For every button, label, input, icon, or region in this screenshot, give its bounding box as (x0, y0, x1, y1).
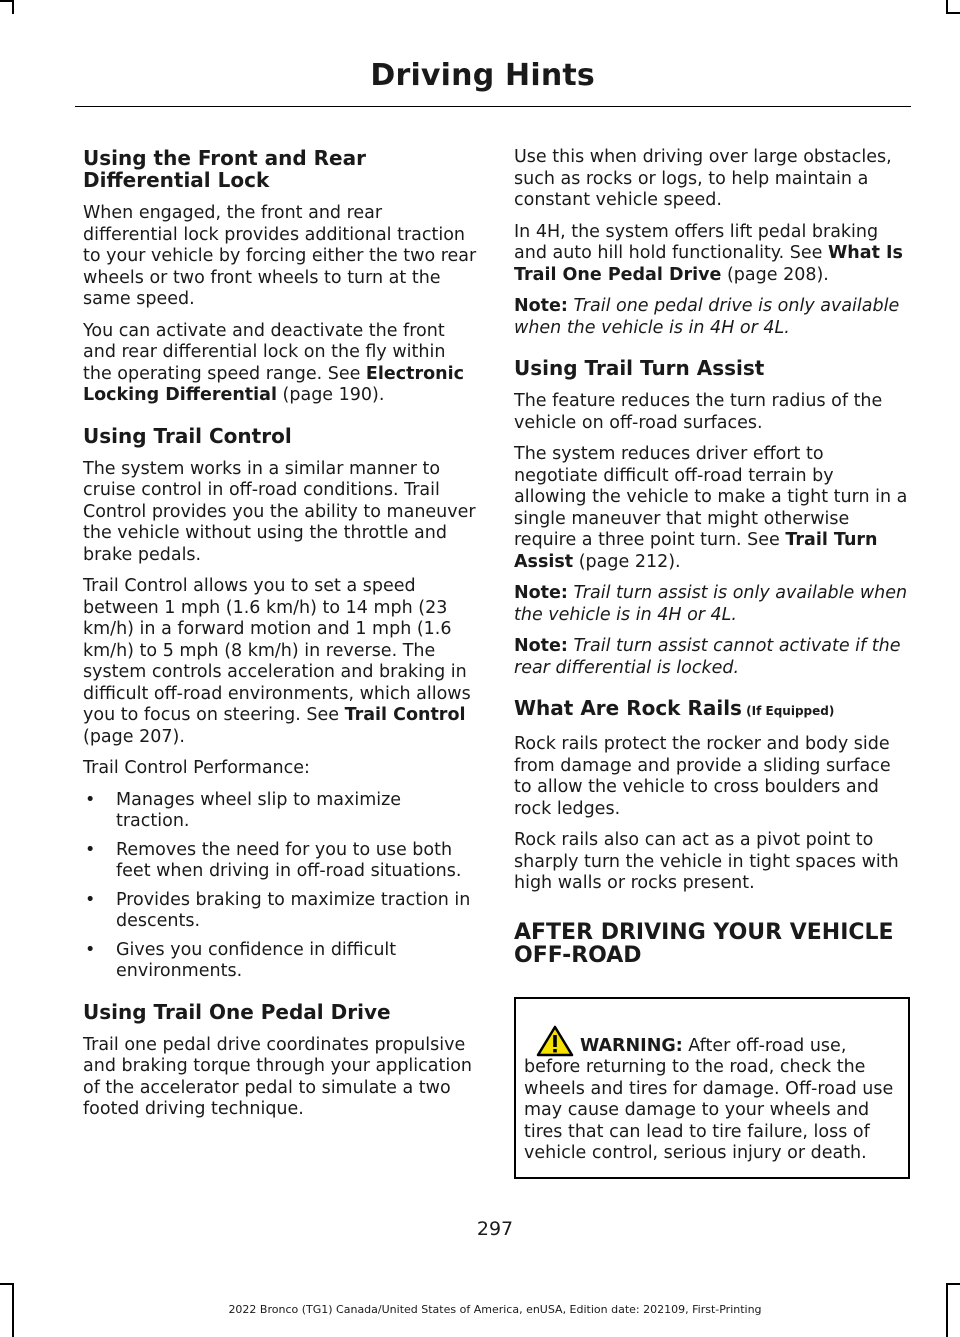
paragraph: Trail Control Performance: (83, 758, 310, 778)
note: Note: Trail turn assist cannot activate if the rear differential is locked. (514, 636, 901, 678)
section-heading-after-driving: AFTER DRIVING YOUR VEHICLE OFF-ROAD (514, 919, 894, 968)
page-number: 297 (476, 1218, 514, 1240)
note: Note: Trail turn assist is only available when the vehicle is in 4H or 4L. (514, 583, 908, 625)
section-heading-trail-one-pedal: Using Trail One Pedal Drive (83, 999, 391, 1024)
header-divider (75, 106, 911, 107)
crop-mark-bottom-left (0, 1283, 14, 1285)
equipment-qualifier: (If Equipped) (741, 704, 835, 718)
performance-list (83, 790, 477, 983)
section-heading-rock-rails: What Are Rock Rails (If Equipped) (514, 696, 835, 720)
list-item: • Gives you confidence in difficult environments. (83, 940, 477, 983)
right-column (514, 147, 910, 1179)
paragraph: Trail one pedal drive coordinates propulsive and braking torque through your application of the accelerator pedal to simulate a two footed driving technique. (83, 1034, 473, 1119)
crop-mark-top-right (946, 12, 960, 14)
paragraph: Trail Control allows you to set a speed between 1 mph (1.6 km/h) to 14 mph (23 km/h) in a forward motion and 1 mph (1.6 km/h) to 5 mph (8 km/h) in reverse. The system controls acceleration and braking in difficult off-road environments, which allows you to focus on steering. See Trail Control (page 207). (83, 576, 471, 747)
paragraph: Rock rails also can act as a pivot point to sharply turn the vehicle in tight spaces with high walls or rocks present. (514, 830, 899, 893)
paragraph: The system works in a similar manner to cruise control in off-road conditions. Trail Control provides you the ability to maneuver the vehicle without using the throttle and brake pedals. (83, 458, 476, 565)
paragraph: Rock rails protect the rocker and body side from damage and provide a sliding surface to allow the vehicle to cross boulders and rock ledges. (514, 734, 891, 819)
section-heading-trail-turn-assist: Using Trail Turn Assist (514, 356, 765, 380)
section-heading-trail-control: Using Trail Control (83, 423, 292, 448)
cross-reference-link[interactable]: What Is Trail One Pedal Drive (514, 243, 903, 285)
warning-triangle-icon (536, 1025, 574, 1057)
warning-text: After off-road use, before returning to the road, check the wheels and tires for damage. Off-road use may cause damage to your wheels and tires that can lead to tire failure, loss of vehicle control, serious injury or death. (524, 1035, 894, 1163)
left-column (83, 147, 477, 1131)
section-heading-differential-lock: Using the Front and Rear Differential Lock (83, 146, 366, 192)
paragraph: Use this when driving over large obstacles, such as rocks or logs, to help maintain a constant vehicle speed. (514, 147, 892, 210)
list-item: • Manages wheel slip to maximize traction. (83, 790, 477, 833)
crop-mark-top-left (12, 0, 14, 14)
paragraph: The feature reduces the turn radius of the vehicle on off-road surfaces. (514, 391, 883, 433)
warning-box (514, 997, 910, 1179)
warning-label: WARNING: (580, 1035, 683, 1056)
note: Note: Trail one pedal drive is only available when the vehicle is in 4H or 4L. (514, 296, 900, 338)
paragraph: In 4H, the system offers lift pedal braking and auto hill hold functionality. See What Is Trail One Pedal Drive (page 208). (514, 221, 903, 285)
paragraph: The system reduces driver effort to negotiate difficult off-road terrain by allowing the vehicle to make a tight turn in a single maneuver that might otherwise require a three point turn. See Trail Turn Assist (page 212). (514, 444, 908, 572)
footer-edition: 2022 Bronco (TG1) Canada/United States of America, enUSA, Edition date: 202109, First-Printing (228, 1303, 762, 1316)
list-item: • Removes the need for you to use both feet when driving in off-road situations. (83, 840, 477, 883)
chapter-title: Driving Hints (370, 58, 595, 93)
cross-reference-link[interactable]: Electronic Locking Differential (83, 363, 464, 405)
paragraph: When engaged, the front and rear differential lock provides additional traction to your vehicle by forcing either the two rear wheels or two front wheels to turn at the same speed. (83, 203, 477, 309)
paragraph: You can activate and deactivate the front and rear differential lock on the fly within the operating speed range. See Electronic Locking Differential (page 190). (83, 320, 464, 405)
list-item: • Provides braking to maximize traction in descents. (83, 890, 477, 933)
cross-reference-link[interactable]: Trail Turn Assist (514, 530, 878, 572)
cross-reference-link[interactable]: Trail Control (344, 705, 466, 725)
crop-mark-bottom-right (946, 1283, 960, 1285)
